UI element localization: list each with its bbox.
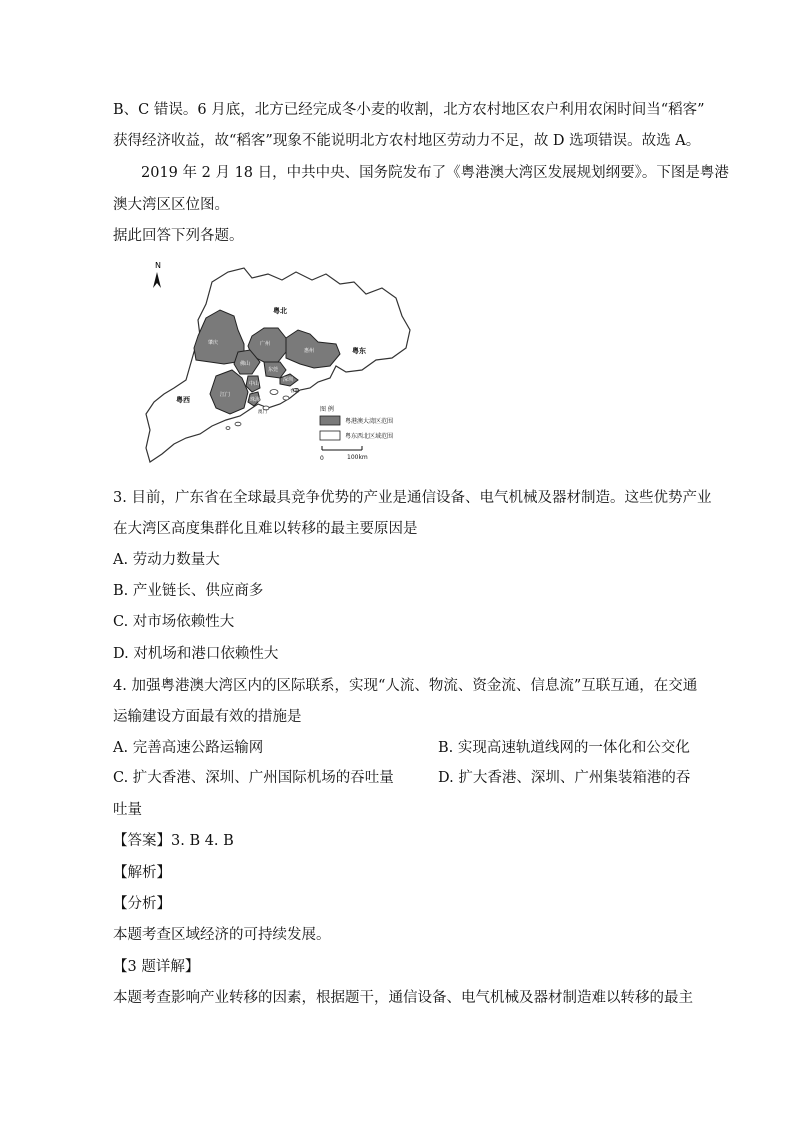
label-dongguan: 东莞	[268, 367, 279, 373]
north-arrow-icon	[153, 261, 161, 288]
label-xianggang: 香港	[290, 389, 299, 394]
q3-option-a: A. 劳动力数量大	[113, 552, 220, 568]
q4-stem: 4. 加强粤港澳大湾区内的区际联系，实现“人流、物流、资金流、信息流”互联互通，在交通	[113, 678, 698, 694]
label-yuexi: 粤西	[176, 396, 190, 404]
label-huizhou: 惠州	[304, 348, 315, 354]
fenxi-heading: 【分析】	[113, 896, 171, 912]
svg-text:0: 0	[320, 455, 324, 462]
label-foshan: 佛山	[240, 361, 251, 367]
q3-option-c: C. 对市场依赖性大	[113, 614, 235, 630]
fenxi-text: 本题考查区域经济的可持续发展。	[113, 927, 331, 943]
q3-option-d: D. 对机场和港口依赖性大	[113, 646, 279, 662]
analysis-heading: 【解析】	[113, 865, 171, 881]
paragraph-line: 2019 年 2 月 18 日，中共中央、国务院发布了《粤港澳大湾区发展规划纲要》。下图是粤港	[141, 165, 729, 181]
q3-detail-text: 本题考查影响产业转移的因素，根据题干，通信设备、电气机械及器材制造难以转移的最主	[113, 990, 693, 1006]
label-zhongshan: 中山	[249, 381, 260, 387]
q4-option-d-continued: 吐量	[113, 802, 142, 818]
q3-stem: 在大湾区高度集群化且难以转移的最主要原因是	[113, 521, 418, 537]
map-legend	[320, 405, 393, 462]
paragraph-line: 获得经济收益，故“稻客”现象不能说明北方农村地区劳动力不足，故 D 选项错误。故选 A。	[113, 133, 701, 149]
paragraph-line: 澳大湾区区位图。	[113, 197, 229, 213]
label-zhaoqing: 肇庆	[208, 340, 219, 346]
answer-line: 【答案】3. B 4. B	[113, 833, 234, 849]
q4-option-d: D. 扩大香港、深圳、广州集装箱港的吞	[438, 770, 691, 786]
q3-detail-heading: 【3 题详解】	[113, 959, 200, 975]
label-jiangmen: 江门	[220, 392, 231, 398]
svg-text:粤港澳大湾区范围: 粤港澳大湾区范围	[345, 418, 394, 425]
label-zhuhai: 珠海	[250, 397, 261, 403]
label-guangzhou: 广州	[260, 341, 271, 347]
paragraph-line: 据此回答下列各题。	[113, 228, 244, 244]
paragraph-line: B、C 错误。6 月底，北方已经完成冬小麦的收割，北方农村地区农户利用农闲时间当“稻客”	[113, 102, 705, 118]
q4-option-c: C. 扩大香港、深圳、广州国际机场的吞吐量	[113, 770, 394, 786]
svg-text:N: N	[155, 261, 161, 270]
q3-stem: 3. 目前，广东省在全球最具竞争优势的产业是通信设备、电气机械及器材制造。这些优势产业	[113, 490, 712, 506]
q4-option-a: A. 完善高速公路运输网	[113, 740, 264, 756]
q4-option-b: B. 实现高速轨道线网的一体化和公交化	[438, 740, 690, 756]
q4-stem: 运输建设方面最有效的措施是	[113, 709, 302, 725]
q3-option-b: B. 产业链长、供应商多	[113, 583, 264, 599]
greater-bay-area-map	[140, 258, 485, 468]
label-yuedong: 粤东	[352, 347, 366, 355]
label-aomen: 澳门	[258, 410, 267, 415]
svg-text:粤东西北区域范围: 粤东西北区域范围	[345, 433, 394, 440]
label-shenzhen: 深圳	[283, 377, 294, 383]
map-svg	[140, 258, 485, 468]
svg-text:图 例: 图 例	[320, 406, 334, 413]
label-yuebei: 粤北	[273, 307, 287, 315]
svg-text:100km: 100km	[347, 454, 368, 461]
